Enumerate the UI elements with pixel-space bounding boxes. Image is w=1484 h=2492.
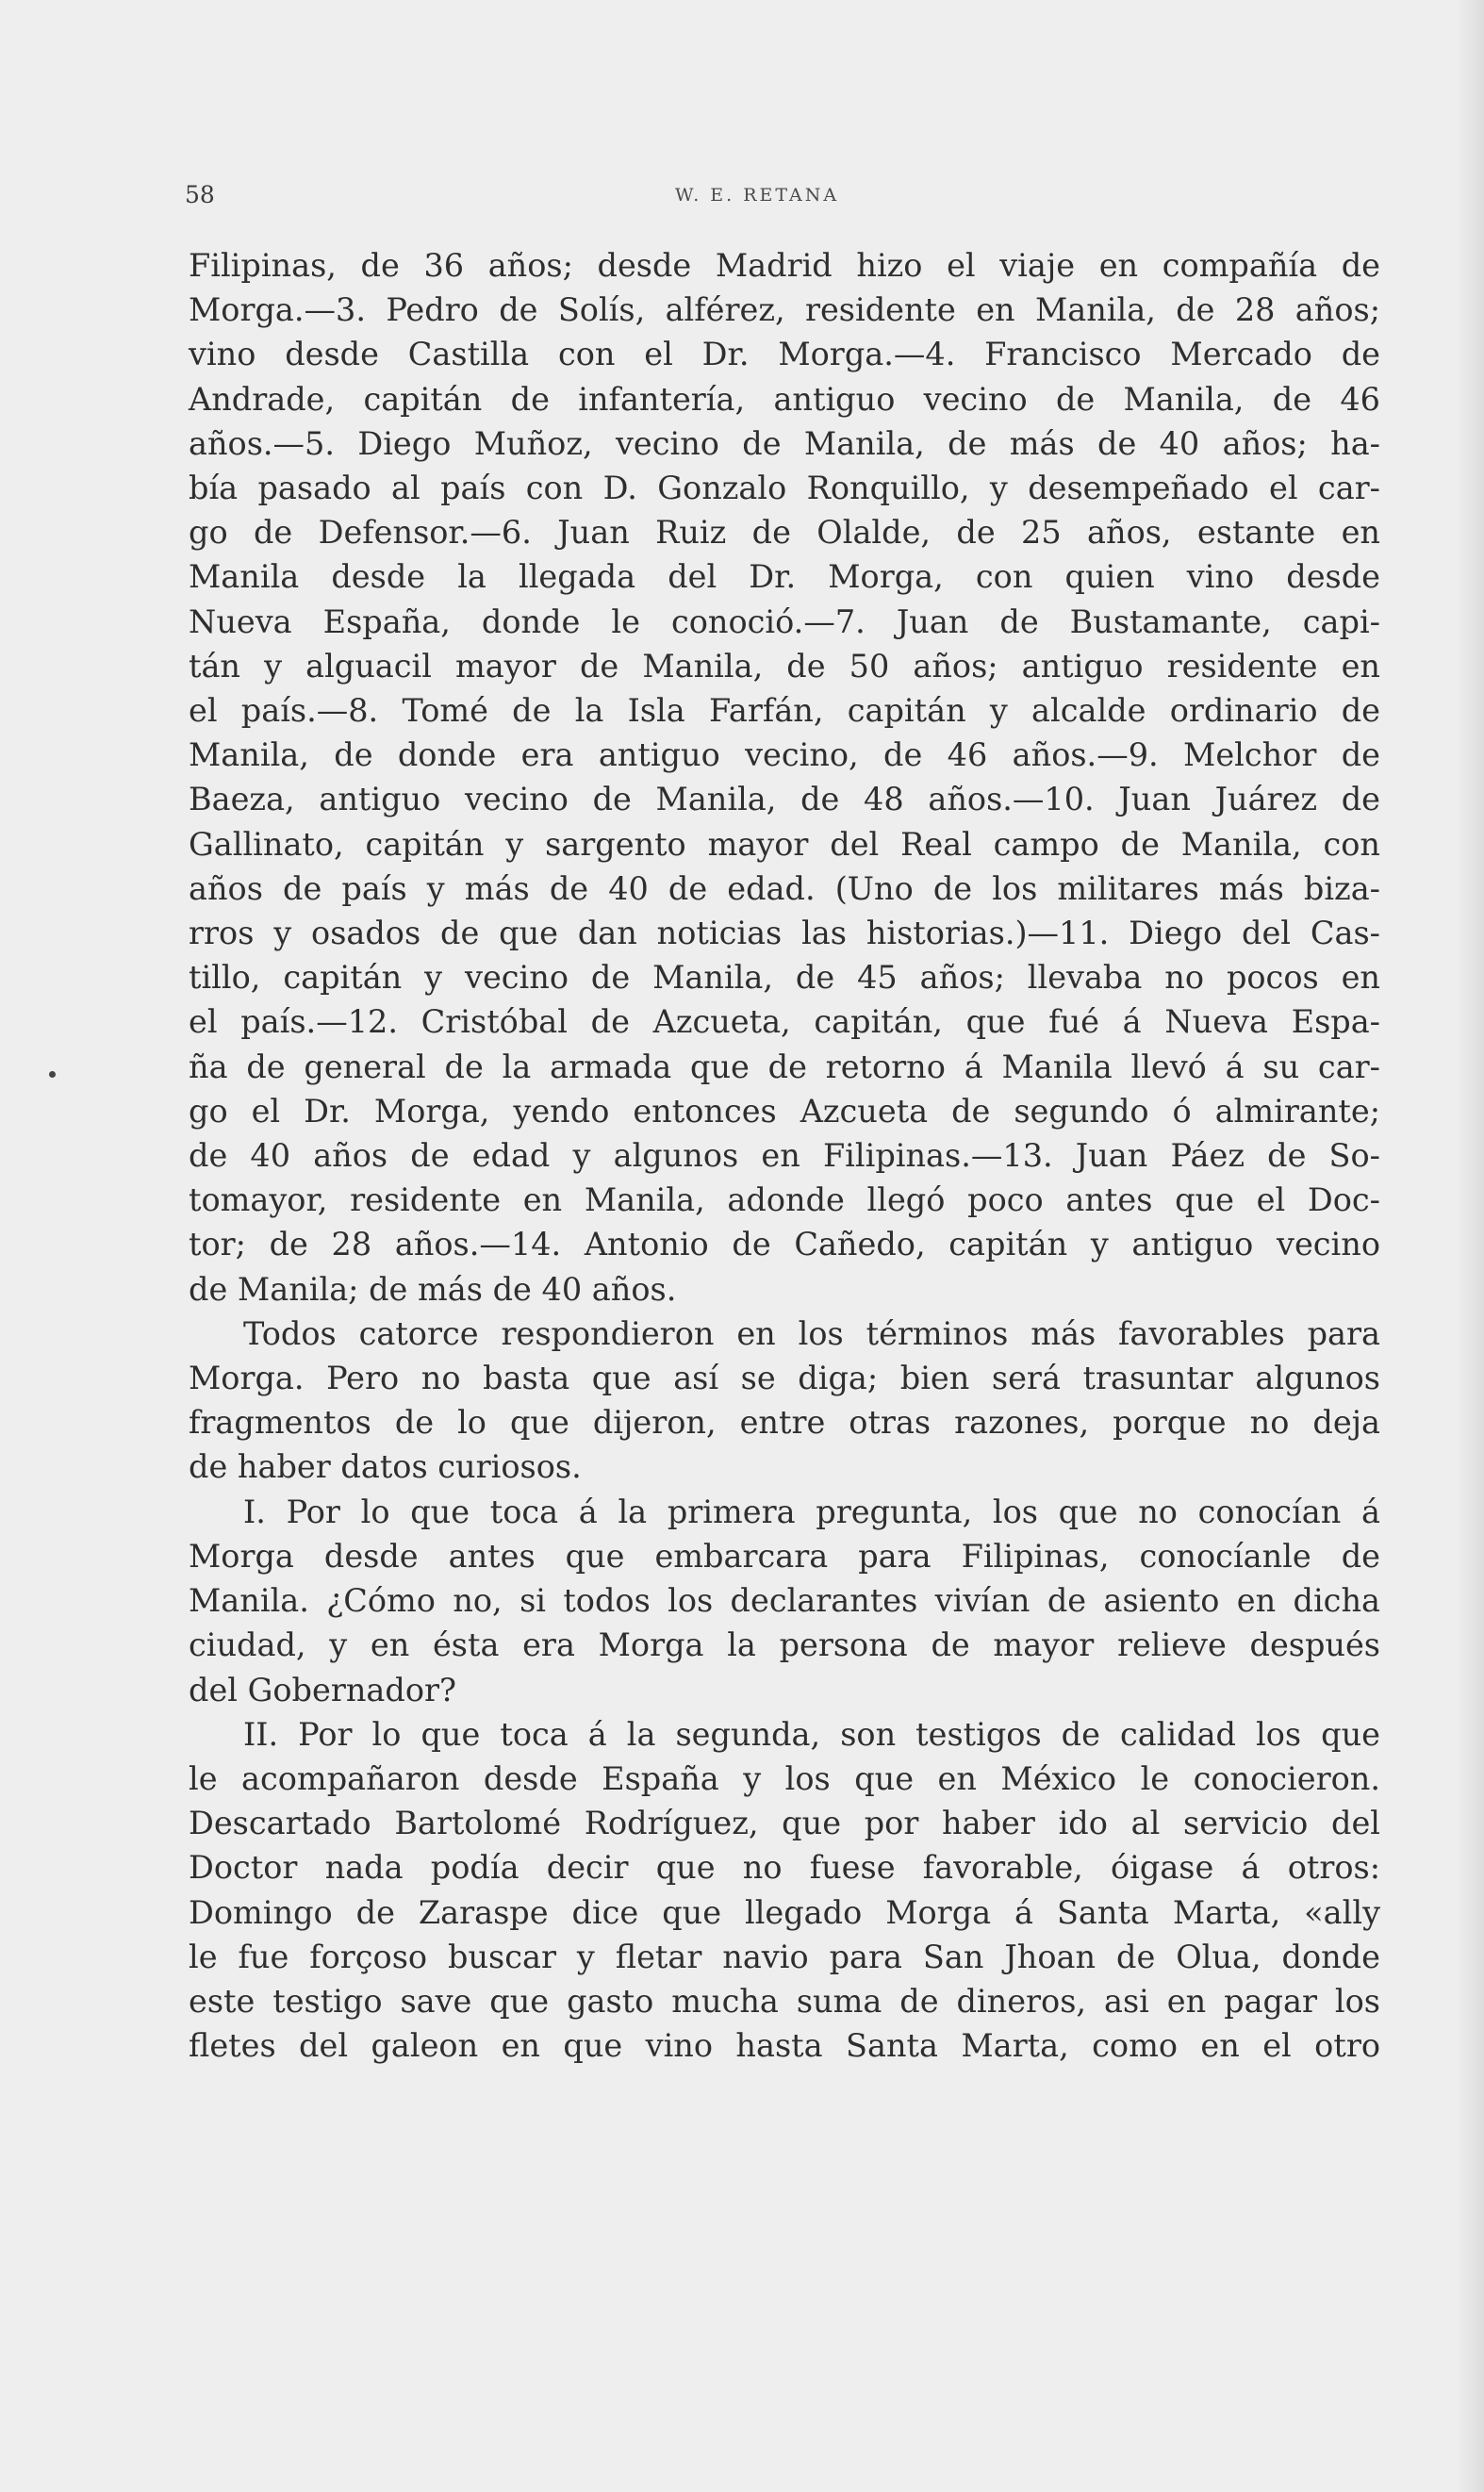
text-line: rros y osados de que dan noticias las historias.)—11. Diego del Cas-	[189, 915, 1380, 952]
text-line: go de Defensor.—6. Juan Ruiz de Olalde, de 25 años, estante en	[189, 514, 1380, 552]
text-line: tor; de 28 años.—14. Antonio de Cañedo, capitán y antiguo vecino	[189, 1226, 1380, 1263]
text-line: go el Dr. Morga, yendo entonces Azcueta de segundo ó almirante;	[189, 1092, 1380, 1130]
text-line: le fue forçoso buscar y fletar navio para San Jhoan de Olua, donde	[189, 1938, 1380, 1975]
text-line: de haber datos curiosos.	[189, 1448, 582, 1486]
paragraph-second-question	[189, 1712, 1380, 2069]
text-line: del Gobernador?	[189, 1671, 456, 1708]
text-line: Baeza, antiguo vecino de Manila, de 48 años.—10. Juan Juárez de	[189, 781, 1380, 818]
text-line: Morga. Pero no basta que así se diga; bien será trasuntar algunos	[189, 1360, 1380, 1397]
text-line: Andrade, capitán de infantería, antiguo vecino de Manila, de 46	[189, 380, 1380, 418]
margin-mark	[49, 1071, 56, 1078]
text-line: Manila. ¿Cómo no, si todos los declarantes vivían de asiento en dicha	[189, 1582, 1380, 1620]
text-line: Gallinato, capitán y sargento mayor del Real campo de Manila, con	[189, 825, 1380, 863]
text-line: bía pasado al país con D. Gonzalo Ronquillo, y desempeñado el car-	[189, 470, 1380, 507]
text-line: le acompañaron desde España y los que en México le conocieron.	[189, 1759, 1380, 1797]
text-line: fragmentos de lo que dijeron, entre otras razones, porque no deja	[189, 1404, 1380, 1442]
text-line: Manila, de donde era antiguo vecino, de 46 años.—9. Melchor de	[189, 736, 1380, 774]
text-line: Descartado Bartolomé Rodríguez, que por haber ido al servicio del	[189, 1805, 1380, 1842]
text-line: el país.—8. Tomé de la Isla Farfán, capitán y alcalde ordinario de	[189, 692, 1380, 730]
text-line: años.—5. Diego Muñoz, vecino de Manila, de más de 40 años; ha-	[189, 424, 1380, 462]
text-line: fletes del galeon en que vino hasta Santa Marta, como en el otro	[189, 2027, 1380, 2065]
text-line: I. Por lo que toca á la primera pregunta, los que no conocían á	[243, 1493, 1380, 1530]
text-line: tomayor, residente en Manila, adonde llegó poco antes que el Doc-	[189, 1181, 1380, 1219]
page-number: 58	[185, 181, 215, 208]
text-line: este testigo save que gasto mucha suma de dineros, asi en pagar los	[189, 1982, 1380, 2020]
text-line: ña de general de la armada que de retorno á Manila llevó á su car-	[189, 1048, 1380, 1085]
text-line: ciudad, y en ésta era Morga la persona de mayor relieve después	[189, 1626, 1380, 1664]
text-line: Morga desde antes que embarcara para Filipinas, conocíanle de	[189, 1537, 1380, 1575]
text-line: Todos catorce respondieron en los términos más favorables para	[243, 1314, 1380, 1352]
paragraph-todos-catorce	[189, 1312, 1380, 1490]
page-header	[185, 181, 1380, 219]
text-line: Manila desde la llegada del Dr. Morga, con quien vino desde	[189, 558, 1380, 596]
text-line: Morga.—3. Pedro de Solís, alférez, residente en Manila, de 28 años;	[189, 291, 1380, 329]
body-text	[189, 243, 1380, 2068]
text-line: Domingo de Zaraspe dice que llegado Morga á Santa Marta, «ally	[189, 1893, 1380, 1931]
text-line: II. Por lo que toca á la segunda, son testigos de calidad los que	[243, 1715, 1380, 1753]
text-line: años de país y más de 40 de edad. (Uno de los militares más biza-	[189, 869, 1380, 907]
text-line: tán y alguacil mayor de Manila, de 50 años; antiguo residente en	[189, 647, 1380, 685]
running-head: W. E. RETANA	[675, 185, 840, 206]
text-line: Filipinas, de 36 años; desde Madrid hizo el viaje en compañía de	[189, 247, 1380, 284]
paragraph-first-question	[189, 1490, 1380, 1712]
text-line: vino desde Castilla con el Dr. Morga.—4. Francisco Mercado de	[189, 336, 1380, 373]
text-line: de Manila; de más de 40 años.	[189, 1270, 677, 1308]
text-line: Doctor nada podía decir que no fuese favorable, óigase á otros:	[189, 1849, 1380, 1887]
page-edge-shadow	[1459, 0, 1484, 2492]
text-line: el país.—12. Cristóbal de Azcueta, capitán, que fué á Nueva Espa-	[189, 1003, 1380, 1041]
text-line: de 40 años de edad y algunos en Filipinas.—13. Juan Páez de So-	[189, 1137, 1380, 1175]
text-line: tillo, capitán y vecino de Manila, de 45 años; llevaba no pocos en	[189, 959, 1380, 997]
text-line: Nueva España, donde le conoció.—7. Juan de Bustamante, capi-	[189, 602, 1380, 640]
paragraph-witness-list	[189, 243, 1380, 1312]
